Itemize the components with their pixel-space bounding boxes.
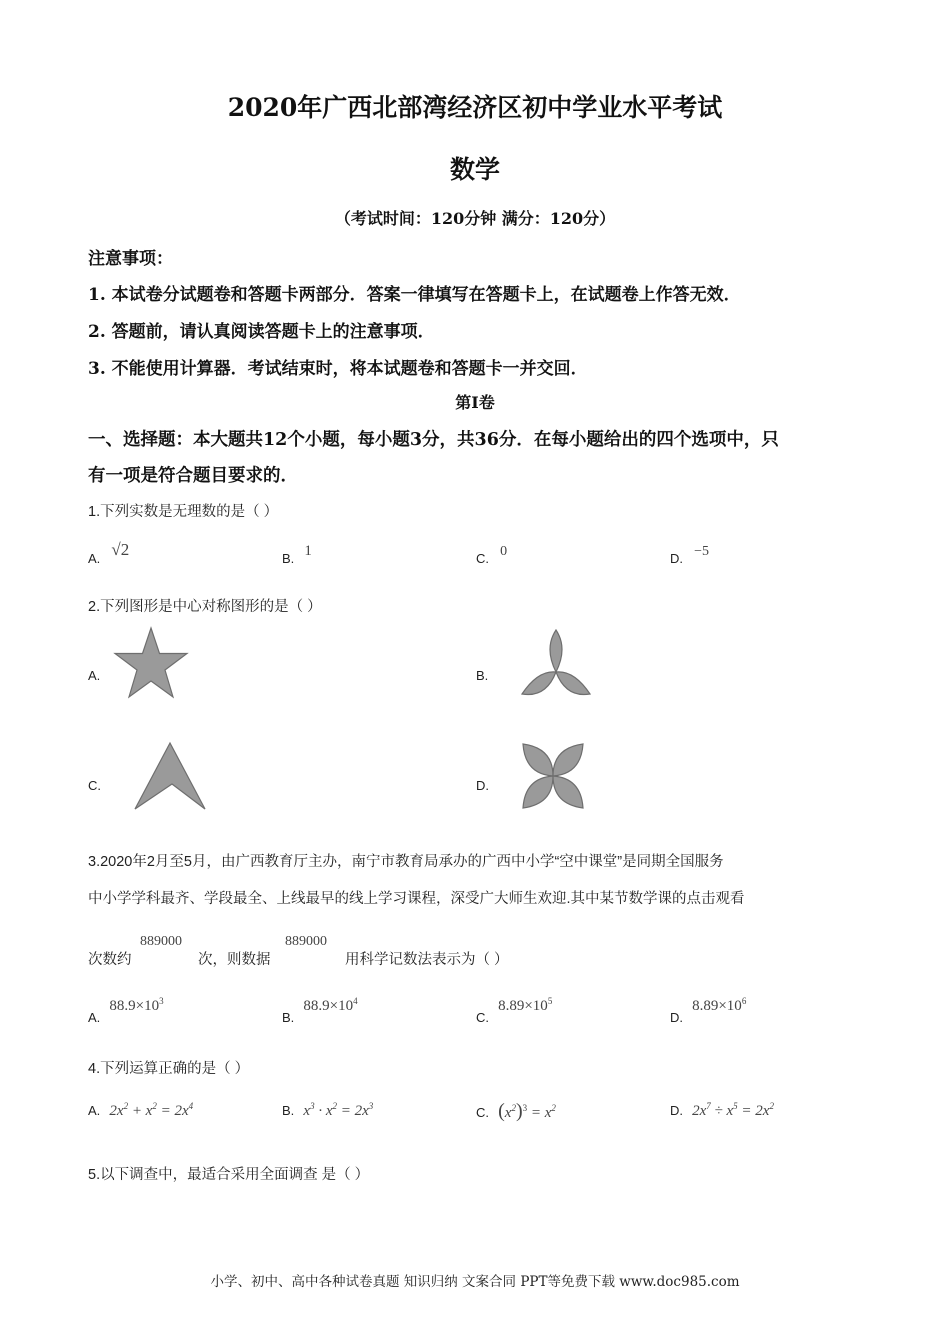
q1-option-a[interactable] <box>88 540 130 566</box>
footer-text: 小学、初中、高中各种试卷真题 知识归纳 文案合同 PPT等免费下载 www.doc985.com <box>210 1274 740 1290</box>
section-instruction-line1: 一、选择题：本大题共12个小题，每小题3分，共36分．在每小题给出的四个选项中，只 <box>88 430 779 450</box>
option-letter: D. <box>670 1103 683 1118</box>
question-3-line2: 中小学学科最齐、学段最全、上线最早的线上学习课程，深受广大师生欢迎.其中某节数学课的点击观看 <box>88 891 745 907</box>
option-letter: A. <box>88 1103 101 1118</box>
option-letter: D. <box>670 551 683 566</box>
q4-option-c[interactable] <box>476 1100 556 1123</box>
subject-title: 数学 <box>449 155 500 184</box>
option-exponent: 3 <box>159 996 164 1006</box>
q3-option-c[interactable] <box>476 995 553 1025</box>
q3-option-a[interactable] <box>88 995 164 1025</box>
q3-option-d[interactable] <box>670 995 747 1025</box>
option-value: −5 <box>694 544 709 559</box>
q4-option-a[interactable] <box>88 1100 193 1120</box>
question-5-stem: 5.以下调查中，最适合采用全面调查 是（ ） <box>88 1167 370 1183</box>
q2-option-c-letter[interactable]: C. <box>88 778 101 793</box>
option-letter: C. <box>476 551 489 566</box>
option-letter: A. <box>88 1010 101 1025</box>
notice-item-1: 1. 本试卷分试题卷和答题卡两部分．答案一律填写在答题卡上，在试题卷上作答无效． <box>88 285 741 305</box>
option-letter: B. <box>282 1010 295 1025</box>
exam-title: 2020年广西北部湾经济区初中学业水平考试 <box>227 93 723 122</box>
question-3-number2: 889000 <box>285 934 327 949</box>
option-base: 8.89×10 <box>498 998 548 1014</box>
star-icon[interactable] <box>112 626 190 700</box>
question-3-line3-part2: 次，则数据 <box>198 952 271 968</box>
option-exponent: 5 <box>547 996 553 1006</box>
question-3-line3-part1: 次数约 <box>88 952 132 968</box>
option-value: √2 <box>111 540 130 559</box>
question-3-number1: 889000 <box>140 934 182 949</box>
q2-option-d-letter[interactable]: D. <box>476 778 489 793</box>
arrowhead-icon[interactable] <box>132 740 208 812</box>
q1-option-b[interactable] <box>282 540 312 566</box>
option-exponent: 4 <box>353 996 358 1006</box>
option-letter: C. <box>476 1010 489 1025</box>
option-letter: A. <box>88 551 101 566</box>
q2-option-b-letter[interactable]: B. <box>476 668 489 683</box>
option-value: 0 <box>500 544 508 559</box>
notice-item-3: 3. 不能使用计算器．考试结束时，将本试题卷和答题卡一并交回． <box>88 359 588 379</box>
option-base: 88.9×10 <box>303 998 354 1014</box>
exam-time-info: （考试时间：120分钟 满分：120分） <box>334 209 616 228</box>
q1-option-d[interactable] <box>670 540 709 566</box>
option-base: 88.9×10 <box>109 998 160 1014</box>
option-formula: $2x^2 + x^2 = 2x^4$ <box>109 1101 194 1119</box>
question-3-line3-part3: 用科学记数法表示为（ ） <box>345 952 509 968</box>
option-formula: $x^3 \cdot x^2 = 2x^3$ <box>303 1101 374 1119</box>
volume-title: 第Ⅰ卷 <box>455 393 495 412</box>
notice-heading: 注意事项： <box>88 249 173 269</box>
q3-option-b[interactable] <box>282 995 358 1025</box>
option-formula: $(x^2)^3 = x^2$ <box>498 1100 556 1122</box>
four-petal-icon[interactable] <box>515 740 591 812</box>
notice-item-2: 2. 答题前，请认真阅读答题卡上的注意事项． <box>88 322 435 342</box>
q1-option-c[interactable] <box>476 540 508 566</box>
option-value: 1 <box>304 543 312 559</box>
q4-option-b[interactable] <box>282 1100 373 1120</box>
question-4-stem: 4.下列运算正确的是（ ） <box>88 1061 250 1077</box>
section-instruction-line2: 有一项是符合题目要求的． <box>88 466 298 486</box>
option-letter: B. <box>282 1103 295 1118</box>
option-base: 8.89×10 <box>692 998 742 1014</box>
q4-option-d[interactable] <box>670 1100 774 1120</box>
option-letter: B. <box>282 551 295 566</box>
option-formula: $2x^7 \div x^5 = 2x^2$ <box>692 1101 774 1119</box>
three-petal-icon[interactable] <box>518 626 594 700</box>
question-3-line1: 3.2020年2月至5月，由广西教育厅主办，南宁市教育局承办的广西中小学“空中课堂”是同期全国服务 <box>88 854 724 870</box>
option-exponent: 6 <box>741 996 747 1006</box>
q2-option-a-letter[interactable]: A. <box>88 668 101 683</box>
option-letter: D. <box>670 1010 683 1025</box>
question-2-stem: 2.下列图形是中心对称图形的是（ ） <box>88 599 322 615</box>
question-1-stem: 1.下列实数是无理数的是（ ） <box>88 504 279 520</box>
option-letter: C. <box>476 1105 489 1120</box>
